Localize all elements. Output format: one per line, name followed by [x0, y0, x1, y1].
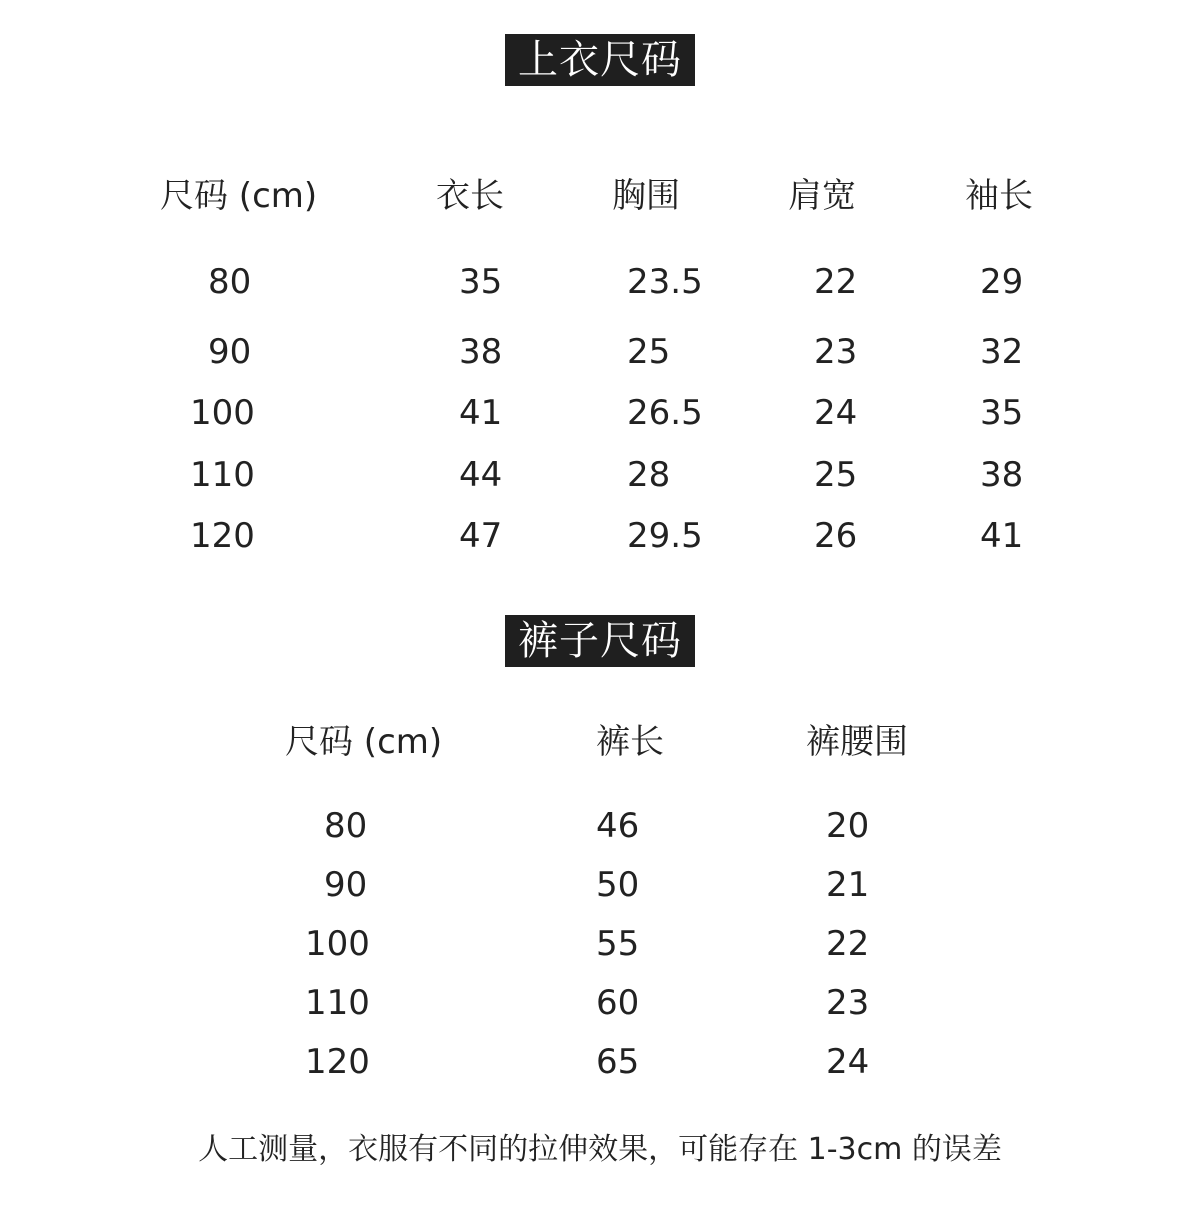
pants-row-5-size: 120	[305, 1042, 370, 1082]
top-row-1-length: 35	[459, 262, 503, 302]
pants-row-4-waist: 23	[826, 983, 870, 1023]
pants-size-title: 裤子尺码	[505, 615, 695, 667]
pants-row-5-waist: 24	[826, 1042, 870, 1082]
top-row-3-length: 41	[459, 393, 503, 433]
pants-header-size: 尺码 (cm)	[285, 722, 443, 762]
top-row-5-size: 120	[190, 516, 255, 556]
top-row-2-chest: 25	[627, 332, 671, 372]
top-row-5-sleeve: 41	[980, 516, 1024, 556]
top-row-3-chest: 26.5	[627, 393, 703, 433]
top-row-4-size: 110	[190, 455, 255, 495]
pants-row-1-length: 46	[596, 806, 640, 846]
top-row-2-shoulder: 23	[814, 332, 858, 372]
top-row-2-length: 38	[459, 332, 503, 372]
top-row-2-sleeve: 32	[980, 332, 1024, 372]
top-row-5-shoulder: 26	[814, 516, 858, 556]
top-header-chest: 胸围	[612, 176, 680, 216]
measurement-note: 人工测量，衣服有不同的拉伸效果，可能存在 1-3cm 的误差	[198, 1132, 1002, 1167]
top-row-5-chest: 29.5	[627, 516, 703, 556]
pants-row-4-length: 60	[596, 983, 640, 1023]
pants-row-2-size: 90	[324, 865, 368, 905]
pants-row-2-length: 50	[596, 865, 640, 905]
top-header-sleeve: 袖长	[965, 176, 1033, 216]
top-row-3-sleeve: 35	[980, 393, 1024, 433]
top-row-1-size: 80	[208, 262, 252, 302]
top-row-4-shoulder: 25	[814, 455, 858, 495]
top-header-shoulder: 肩宽	[788, 176, 856, 216]
top-header-length: 衣长	[436, 176, 504, 216]
pants-row-3-waist: 22	[826, 924, 870, 964]
pants-row-1-waist: 20	[826, 806, 870, 846]
top-row-2-size: 90	[208, 332, 252, 372]
top-row-3-shoulder: 24	[814, 393, 858, 433]
top-row-5-length: 47	[459, 516, 503, 556]
top-row-1-chest: 23.5	[627, 262, 703, 302]
pants-row-2-waist: 21	[826, 865, 870, 905]
top-row-1-shoulder: 22	[814, 262, 858, 302]
top-row-4-length: 44	[459, 455, 503, 495]
pants-row-4-size: 110	[305, 983, 370, 1023]
top-row-4-chest: 28	[627, 455, 671, 495]
pants-row-5-length: 65	[596, 1042, 640, 1082]
pants-row-3-size: 100	[305, 924, 370, 964]
top-row-3-size: 100	[190, 393, 255, 433]
top-header-size: 尺码 (cm)	[160, 176, 318, 216]
top-row-4-sleeve: 38	[980, 455, 1024, 495]
pants-header-waist: 裤腰围	[806, 722, 908, 762]
top-row-1-sleeve: 29	[980, 262, 1024, 302]
pants-row-1-size: 80	[324, 806, 368, 846]
pants-row-3-length: 55	[596, 924, 640, 964]
top-size-title: 上衣尺码	[505, 34, 695, 86]
pants-header-length: 裤长	[596, 722, 664, 762]
